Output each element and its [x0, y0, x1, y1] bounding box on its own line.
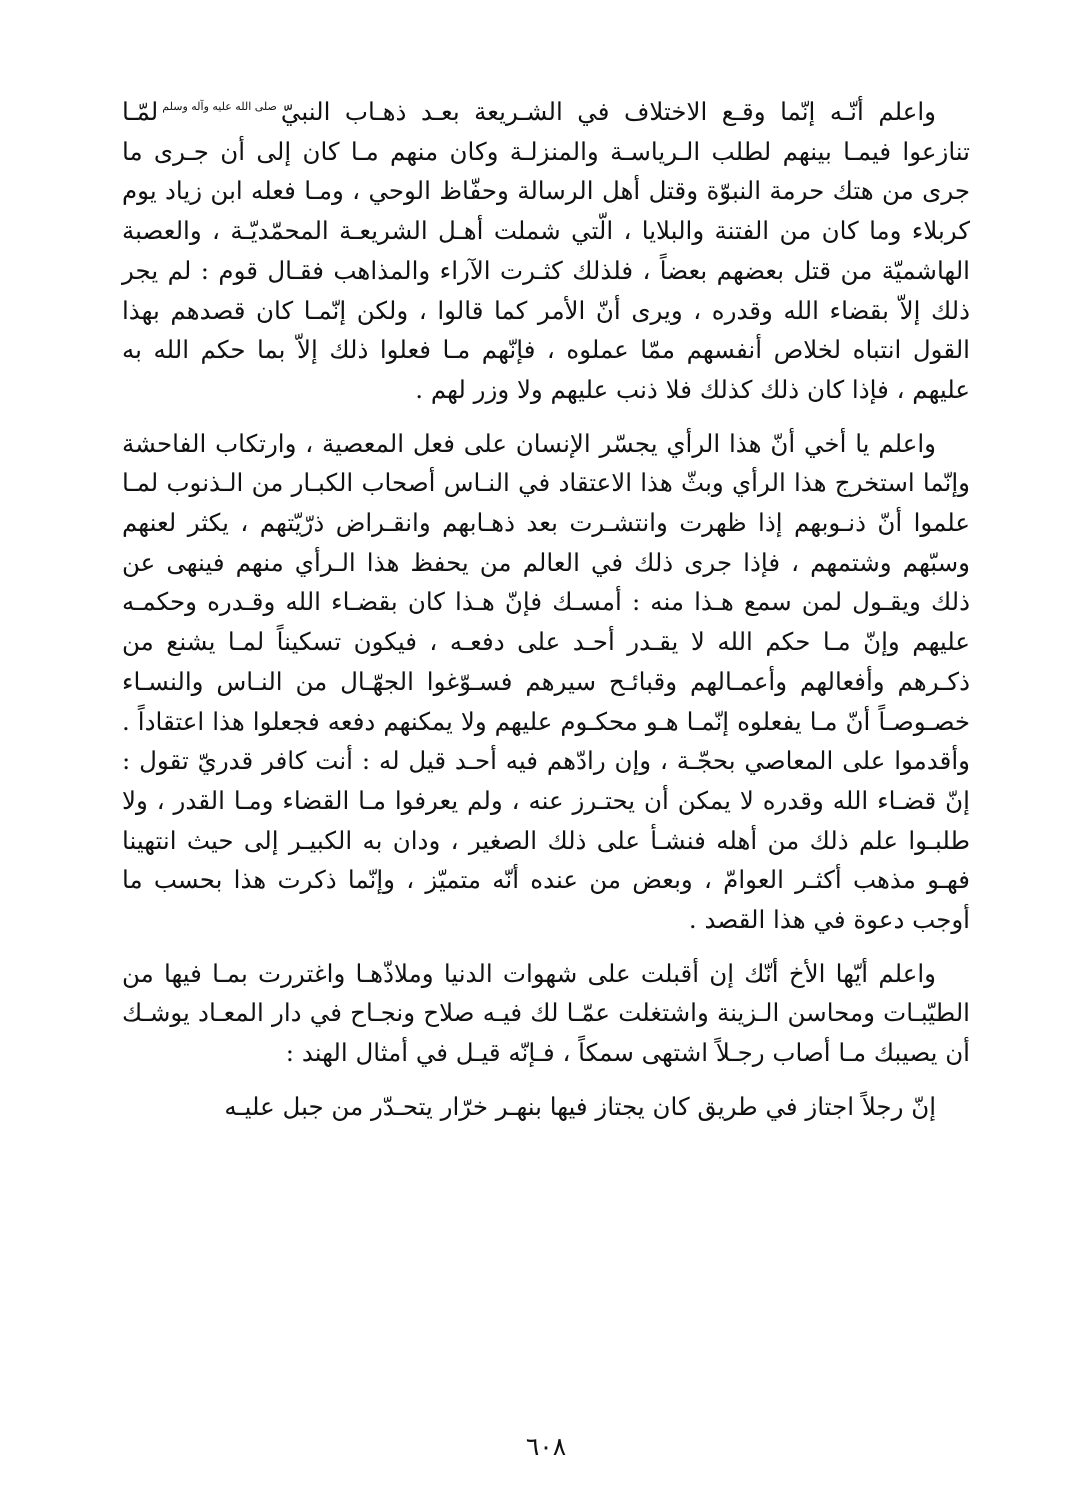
honorific-seal: صلى الله عليه وآله وسلم: [162, 100, 277, 113]
paragraph-1-text-start: واعلم أنّـه إنّما وقـع الاختلاف في الشـريعة بعـد ذهـاب النبيّ: [280, 97, 936, 126]
paragraph-3: واعلم أيّها الأخ أنّك إن أقبلت على شهوات الدنيا وملاذّهـا واغتررت بمـا فيها من الطيّبـات ومحاسن الـزينة واشتغلت عمّـا لك فيـه صلاح ونجـاح في دار المعـاد يوشـك أن يصيبك مـا أصاب رجـلاً اشتهى سمكاً ، فـإنّه قيـل في أمثال الهند :: [122, 958, 970, 1068]
paragraph-1: [122, 92, 970, 410]
paragraph-2: واعلم يا أخي أنّ هذا الرأي يجسّر الإنسان على فعل المعصية ، وارتكاب الفاحشة وإنّما استخرج هذا الرأي وبثّ هذا الاعتقاد في النـاس أصحاب الكبـار من الـذنوب لمـا علموا أنّ ذنـوبهم إذا ظهرت وانتشـرت بعد ذهـابهم وانقـراض ذرّيّتهم ، يكثر لعنهم وسبّهم وشتمهم ، فإذا جرى ذلك في العالم من يحفظ هذا الـرأي منهم فينهى عن ذلك ويقـول لمن سمع هـذا منه : أمسـك فإنّ هـذا كان بقضـاء الله وقـدره وحكمـه عليهم وإنّ مـا حكم الله لا يقـدر أحـد على دفعـه ، فيكون تسكيناً لمـا يشنع من ذكـرهم وأفعالهم وأعمـالهم وقبائـح سيرهم فسـوّغوا الجهّـال من النـاس والنسـاء خصـوصـاً أنّ مـا يفعلوه إنّمـا هـو محكـوم عليهم ولا يمكنهم دفعه فجعلوا هذا اعتقاداً . وأقدموا على المعاصي بحجّـة ، وإن رادّهم فيه أحـد قيل له : أنت كافر قدريّ تقول : إنّ قضـاء الله وقدره لا يمكن أن يحتـرز عنه ، ولم يعرفوا مـا القضاء ومـا القدر ، ولا طلبـوا علم ذلك من أهله فنشـأ على ذلك الصغير ، ودان به الكبيـر إلى حيث انتهينا فهـو مذهب أكثـر العوامّ ، وبعض من عنده أنّه متميّز ، وإنّما ذكرت هذا بحسب ما أوجب دعوة في هذا القصد .: [122, 428, 970, 935]
paragraph-4: إنّ رجلاً اجتاز في طريق كان يجتاز فيها بنهـر خرّار يتحـدّر من جبل عليـه: [224, 1091, 936, 1121]
paragraph-1-text-end: لمّـا تنازعوا فيمـا بينهم لطلب الـرياسـة والمنزلـة وكان منهم مـا كان إلى أن جـرى ما جرى من هتك حرمة النبوّة وقتل أهل الرسالة وحفّاظ الوحي ، ومـا فعله ابن زياد يوم كربلاء وما كان من الفتنة والبلايا ، الّتي شملت أهـل الشريعـة المحمّديّـة ، والعصبة الهاشميّة من قتل بعضهم بعضاً ، فلذلك كثـرت الآراء والمذاهب فقـال قوم : لم يجر ذلك إلاّ بقضاء الله وقدره ، ويرى أنّ الأمر كما قالوا ، ولكن إنّمـا كان قصدهم بهذا القول انتباه لخلاص أنفسهم ممّا عملوه ، فإنّهم مـا فعلوا ذلك إلاّ بما حكم الله به عليهم ، فإذا كان ذلك كذلك فلا ذنب عليهم ولا وزر لهم .: [122, 97, 970, 404]
body-text: [122, 92, 970, 1127]
page-number: ٦٠٨: [525, 1432, 567, 1461]
